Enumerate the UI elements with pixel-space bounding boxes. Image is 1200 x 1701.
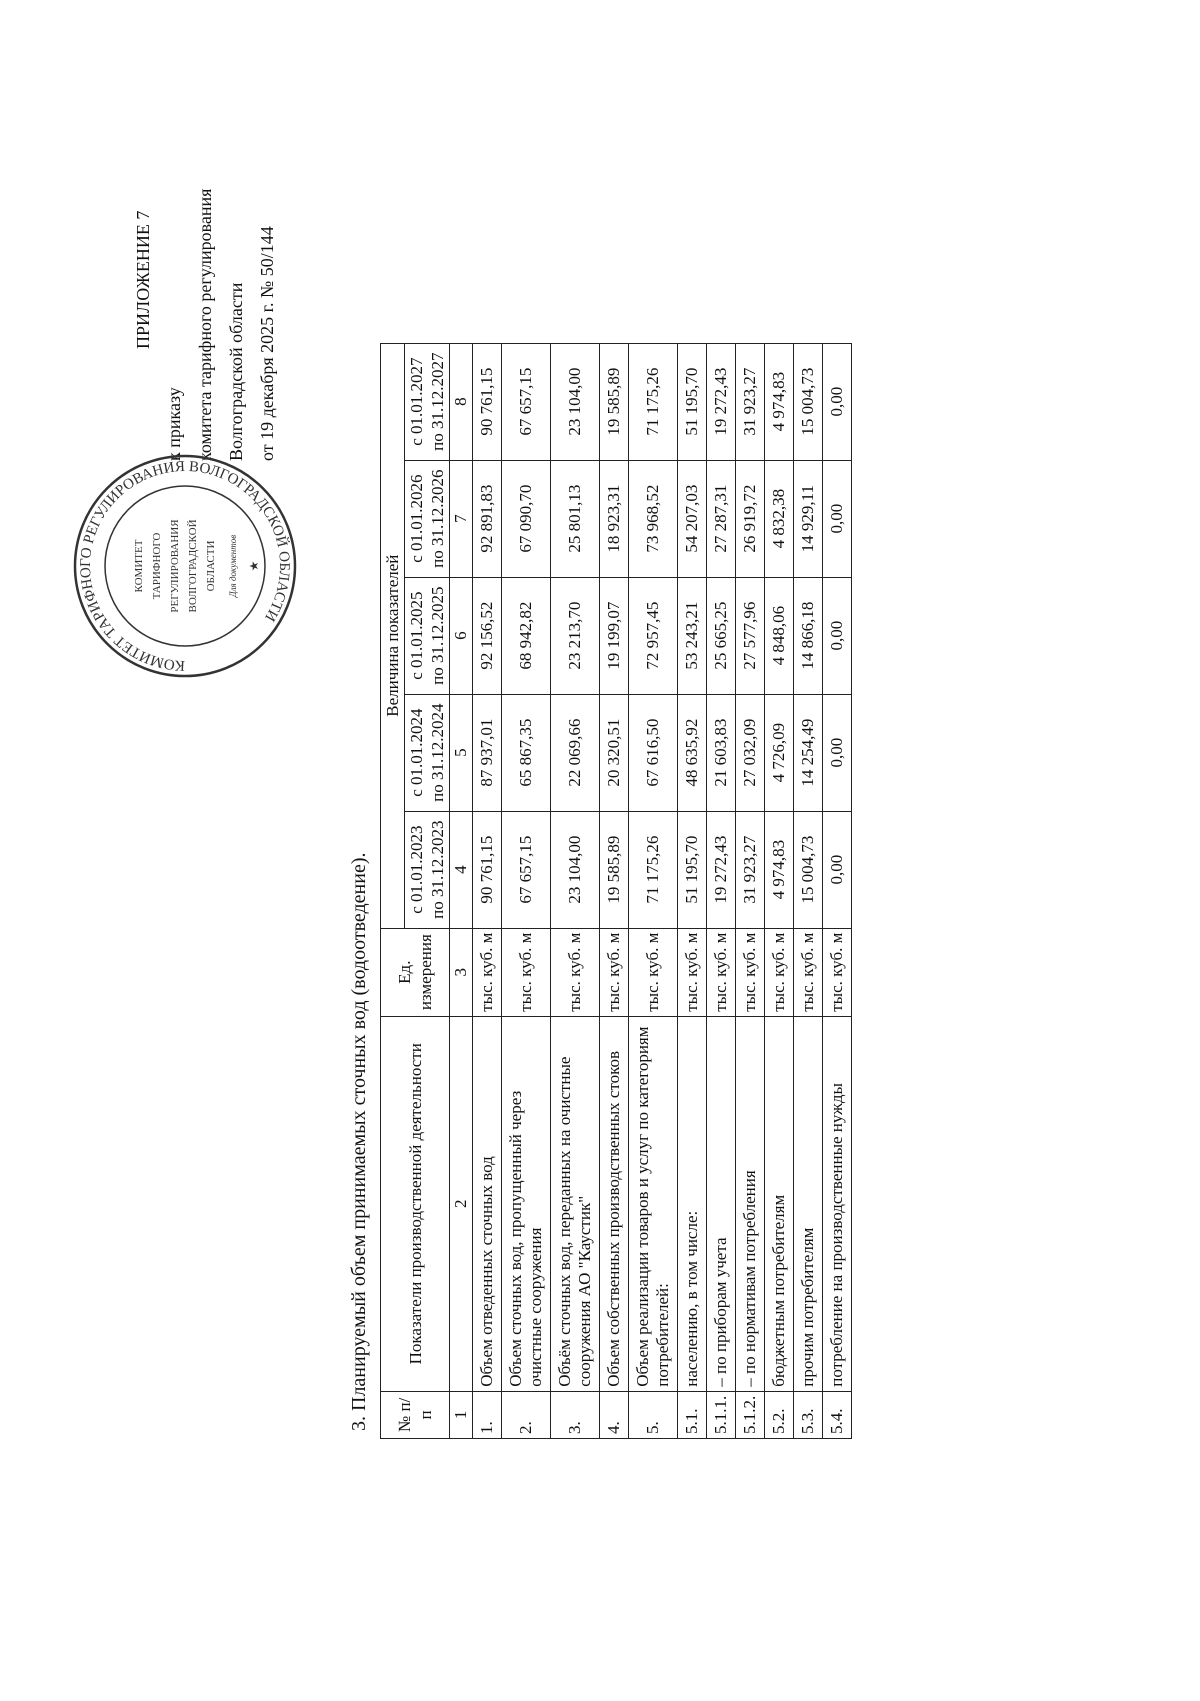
table-row [823,343,852,1438]
stamp-line: ТАРИФНОГО [151,532,163,600]
row-num: 5.2. [765,1391,794,1438]
row-value: 0,00 [823,577,852,694]
table-row [678,343,707,1438]
header-unit: Ед. измерения [381,928,450,1016]
row-value: 18 923,31 [600,460,629,577]
row-unit: тыс. куб. м [794,928,823,1016]
row-value: 27 287,31 [707,460,736,577]
row-value: 87 937,01 [473,694,502,811]
table-row [765,343,794,1438]
index-cell: 2 [450,1016,473,1391]
row-value: 48 635,92 [678,694,707,811]
row-value: 19 272,43 [707,343,736,460]
row-value: 19 199,07 [600,577,629,694]
row-value: 54 207,03 [678,460,707,577]
header-line: к приказу [164,387,184,461]
table-row [629,343,678,1438]
appendix-title: ПРИЛОЖЕНИЕ 7 [133,210,153,349]
row-num: 3. [551,1391,600,1438]
stamp-star-icon: ★ [247,560,261,572]
row-value: 25 665,25 [707,577,736,694]
row-value: 4 848,06 [765,577,794,694]
index-cell: 4 [450,811,473,928]
table-row [551,343,600,1438]
table-row [794,343,823,1438]
row-value: 67 616,50 [629,694,678,811]
header-line: от 19 декабря 2025 г. № 50/144 [257,226,277,461]
row-value: 25 801,13 [551,460,600,577]
row-value: 72 957,45 [629,577,678,694]
row-value: 27 032,09 [736,694,765,811]
row-num: 5.1. [678,1391,707,1438]
row-name: Объем собственных производственных стоков [600,1016,629,1391]
stamp-line: ОБЛАСТИ [205,540,217,592]
header-period: с 01.01.2026 по 31.12.2026 [405,460,450,577]
header-period: с 01.01.2025 по 31.12.2025 [405,577,450,694]
row-value: 71 175,26 [629,343,678,460]
row-unit: тыс. куб. м [765,928,794,1016]
row-value: 67 657,15 [502,343,551,460]
row-unit: тыс. куб. м [600,928,629,1016]
row-value: 71 175,26 [629,811,678,928]
stamp-line: КОМИТЕТ [133,539,145,593]
row-value: 90 761,15 [473,343,502,460]
row-unit: тыс. куб. м [823,928,852,1016]
row-num: 4. [600,1391,629,1438]
row-value: 0,00 [823,811,852,928]
row-num: 5.3. [794,1391,823,1438]
stamp-line: ВОЛГОГРАДСКОЙ [187,519,199,613]
row-num: 5. [629,1391,678,1438]
row-value: 15 004,73 [794,811,823,928]
row-value: 68 942,82 [502,577,551,694]
row-name: – по приборам учета [707,1016,736,1391]
table-row [473,343,502,1438]
row-unit: тыс. куб. м [707,928,736,1016]
header-line: Волгоградской области [226,282,246,461]
row-unit: тыс. куб. м [678,928,707,1016]
table-title: 3. Планируемый объем принимаемых сточных вод (водоотведение). [348,852,370,1431]
row-value: 90 761,15 [473,811,502,928]
row-unit: тыс. куб. м [473,928,502,1016]
row-value: 4 974,83 [765,811,794,928]
row-value: 51 195,70 [678,343,707,460]
row-value: 92 156,52 [473,577,502,694]
row-unit: тыс. куб. м [629,928,678,1016]
row-value: 51 195,70 [678,811,707,928]
row-name: Объем сточных вод, пропущенный через очистные сооружения [502,1016,551,1391]
row-value: 0,00 [823,343,852,460]
row-value: 31 923,27 [736,343,765,460]
row-value: 53 243,21 [678,577,707,694]
row-name: потребление на производственные нужды [823,1016,852,1391]
row-value: 4 974,83 [765,343,794,460]
row-value: 14 254,49 [794,694,823,811]
row-name: Объем реализации товаров и услуг по категориям потребителей: [629,1016,678,1391]
stamp-outer-text: КОМИТЕТ ТАРИФНОГО РЕГУЛИРОВАНИЯ ВОЛГОГРАДСКОЙ ОБЛАСТИ [77,458,293,674]
header-period: с 01.01.2027 по 31.12.2027 [405,343,450,460]
row-value: 27 577,96 [736,577,765,694]
row-name: прочим потребителям [794,1016,823,1391]
header-line: комитета тарифного регулирования [195,188,215,461]
table-row [707,343,736,1438]
row-num: 2. [502,1391,551,1438]
index-cell: 6 [450,577,473,694]
row-value: 73 968,52 [629,460,678,577]
row-unit: тыс. куб. м [551,928,600,1016]
row-value: 92 891,83 [473,460,502,577]
header-num: № п/п [381,1391,450,1438]
row-value: 23 104,00 [551,811,600,928]
table-row [736,343,765,1438]
official-seal-stamp [70,451,300,681]
row-unit: тыс. куб. м [502,928,551,1016]
header-group: Величина показателей [381,343,405,928]
row-value: 15 004,73 [794,343,823,460]
row-value: 65 867,35 [502,694,551,811]
row-name: Объем отведенных сточных вод [473,1016,502,1391]
index-cell: 7 [450,460,473,577]
row-value: 23 104,00 [551,343,600,460]
header-period: с 01.01.2024 по 31.12.2024 [405,694,450,811]
stamp-line: Для документов [228,534,238,598]
index-cell: 1 [450,1391,473,1438]
row-value: 19 585,89 [600,811,629,928]
row-name: Объём сточных вод, переданных на очистные сооружения АО "Каустик" [551,1016,600,1391]
row-value: 0,00 [823,694,852,811]
row-value: 14 866,18 [794,577,823,694]
row-value: 14 929,11 [794,460,823,577]
header-name: Показатели производственной деятельности [381,1016,450,1391]
index-cell: 8 [450,343,473,460]
row-value: 4 726,09 [765,694,794,811]
row-value: 23 213,70 [551,577,600,694]
index-cell: 3 [450,928,473,1016]
table-header-row [381,343,405,1438]
table-body [473,343,852,1438]
row-value: 19 272,43 [707,811,736,928]
row-value: 20 320,51 [600,694,629,811]
index-cell: 5 [450,694,473,811]
table-row [600,343,629,1438]
row-value: 21 603,83 [707,694,736,811]
table-index-row [450,343,473,1438]
stamp-line: РЕГУЛИРОВАНИЯ [169,519,181,613]
row-value: 0,00 [823,460,852,577]
row-value: 26 919,72 [736,460,765,577]
row-num: 5.1.1. [707,1391,736,1438]
table-row [502,343,551,1438]
row-value: 19 585,89 [600,343,629,460]
row-value: 67 090,70 [502,460,551,577]
row-name: населению, в том числе: [678,1016,707,1391]
row-value: 22 069,66 [551,694,600,811]
row-num: 5.4. [823,1391,852,1438]
row-name: бюджетным потребителям [765,1016,794,1391]
row-value: 67 657,15 [502,811,551,928]
row-name: – по нормативам потребления [736,1016,765,1391]
indicators-table [380,343,852,1439]
appendix-header [128,21,283,461]
row-num: 5.1.2. [736,1391,765,1438]
row-num: 1. [473,1391,502,1438]
row-value: 31 923,27 [736,811,765,928]
row-unit: тыс. куб. м [736,928,765,1016]
row-value: 4 832,38 [765,460,794,577]
header-period: с 01.01.2023 по 31.12.2023 [405,811,450,928]
